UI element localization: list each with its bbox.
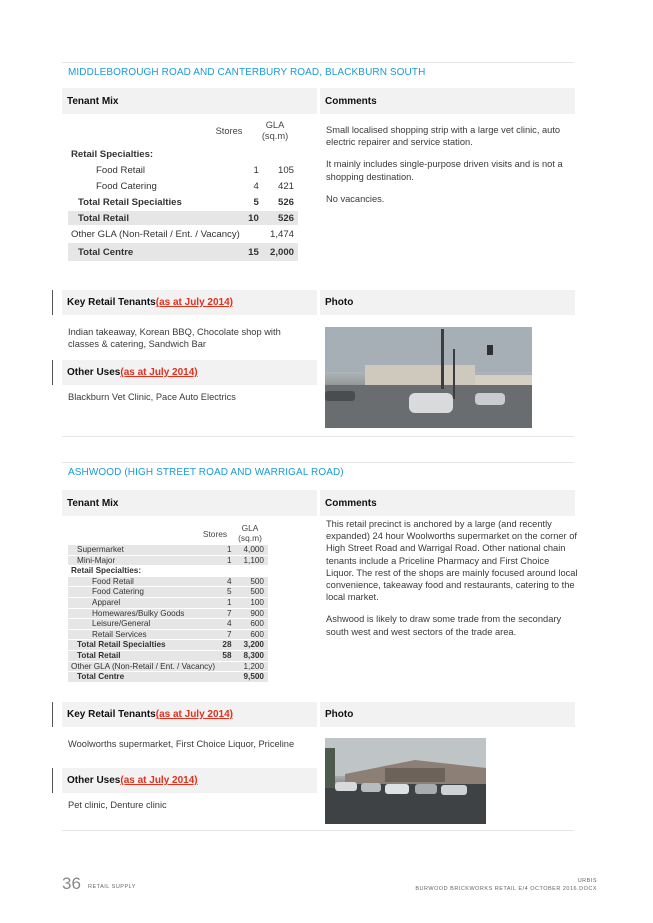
table-row	[68, 211, 298, 225]
row-label: Other GLA (Non-Retail / Ent. / Vacancy)	[68, 662, 215, 672]
comments-text	[326, 124, 576, 215]
section-divider	[62, 436, 574, 437]
row-label: Mini-Major	[68, 556, 215, 566]
header-label: Tenant Mix	[67, 95, 119, 107]
tenant-mix-header	[62, 88, 317, 114]
row-stores	[240, 147, 263, 161]
photo-illustration	[325, 738, 486, 824]
col-stores-header: Stores	[202, 529, 228, 539]
comment-paragraph: It mainly includes single-purpose driven visits and is not a shopping destination.	[326, 159, 563, 182]
row-gla: 600	[236, 630, 269, 640]
row-gla: 100	[236, 598, 269, 608]
tenant-mix-header	[62, 490, 317, 516]
header-label: Photo	[325, 297, 354, 308]
table-row	[68, 598, 268, 608]
row-gla: 1,200	[236, 662, 269, 672]
header-label: Comments	[325, 95, 377, 107]
table-row	[68, 587, 268, 597]
row-stores: 15	[240, 243, 263, 261]
key-tenants-text: Indian takeaway, Korean BBQ, Chocolate shop with classes & catering, Sandwich Bar	[68, 327, 281, 350]
footer-section-label: RETAIL SUPPLY	[88, 884, 136, 890]
row-label: Food Catering	[96, 180, 157, 192]
key-tenants-header	[62, 290, 317, 315]
row-stores: 4	[253, 180, 259, 192]
margin-bar	[52, 290, 53, 315]
row-gla: 421	[277, 180, 294, 192]
comments-header	[320, 490, 575, 516]
section-divider	[62, 62, 574, 63]
row-gla: 9,500	[236, 672, 269, 682]
comment-paragraph: Small localised shopping strip with a large vet clinic, auto electric repairer and service station.	[326, 125, 561, 148]
row-label: Food Retail	[68, 577, 215, 587]
row-label: Homewares/Bulky Goods	[68, 609, 215, 619]
table-row	[68, 609, 268, 619]
other-uses-text: Blackburn Vet Clinic, Pace Auto Electrics	[68, 392, 236, 402]
table-row	[68, 179, 298, 193]
margin-bar	[52, 702, 53, 727]
table-row	[68, 545, 268, 555]
comment-paragraph: Ashwood is likely to draw some trade from the secondary south west and west sectors of the trade area.	[326, 614, 562, 637]
row-stores: 1	[215, 545, 235, 555]
tenant-mix-table	[68, 544, 268, 683]
header-label: Other Uses	[67, 367, 121, 378]
col-gla-unit: (sq.m)	[238, 533, 262, 543]
table-row	[68, 630, 268, 640]
row-stores: 1	[215, 556, 235, 566]
date-link: (as at July 2014)	[120, 367, 198, 378]
header-label: Comments	[325, 497, 377, 509]
row-label: Retail Specialties:	[71, 148, 154, 160]
row-label: Total Retail Specialties	[78, 196, 182, 208]
other-uses-text: Pet clinic, Denture clinic	[68, 800, 167, 810]
table-row	[68, 163, 298, 177]
photo-header	[320, 290, 575, 315]
row-gla: 1,474	[269, 228, 294, 240]
photo-illustration	[325, 327, 532, 428]
col-gla-header	[232, 523, 268, 543]
row-stores	[215, 566, 235, 576]
col-gla-label: GLA	[241, 523, 259, 533]
row-stores: 1	[215, 598, 235, 608]
table-row	[68, 147, 298, 161]
street-photo	[325, 327, 532, 428]
table-row	[68, 651, 268, 661]
row-label: Total Retail	[68, 211, 240, 225]
row-gla: 526	[263, 211, 298, 225]
row-stores: 1	[253, 164, 259, 176]
header-label: Photo	[325, 709, 354, 720]
row-gla	[263, 147, 298, 161]
col-gla-header	[252, 120, 298, 142]
row-gla: 500	[236, 587, 269, 597]
comments-header	[320, 88, 575, 114]
row-stores: 5	[215, 587, 235, 597]
tenant-mix-table	[68, 145, 298, 263]
col-gla-label: GLA	[265, 120, 285, 130]
row-label: Other GLA (Non-Retail / Ent. / Vacancy)	[71, 228, 240, 240]
table-row	[68, 556, 268, 566]
row-label: Retail Services	[68, 630, 215, 640]
row-stores	[240, 227, 263, 241]
row-gla	[236, 566, 269, 576]
key-tenants-text: Woolworths supermarket, First Choice Liquor, Priceline	[68, 739, 295, 749]
row-gla: 105	[277, 164, 294, 176]
key-tenants-header	[62, 702, 317, 727]
row-label: Total Centre	[68, 672, 215, 682]
page-number: 36	[62, 874, 81, 893]
row-label: Total Retail Specialties	[68, 640, 215, 650]
row-label: Apparel	[68, 598, 215, 608]
margin-bar	[52, 768, 53, 793]
comments-text	[326, 518, 578, 648]
row-gla: 600	[236, 619, 269, 629]
table-row	[68, 195, 298, 209]
other-uses-header	[62, 768, 317, 793]
table-row	[68, 577, 268, 587]
header-label: Key Retail Tenants	[67, 709, 156, 720]
section-divider	[62, 830, 574, 831]
margin-bar	[52, 360, 53, 385]
other-uses-header	[62, 360, 317, 385]
row-stores: 5	[253, 196, 259, 208]
section-title: MIDDLEBOROUGH ROAD AND CANTERBURY ROAD, BLACKBURN SOUTH	[68, 67, 426, 78]
table-row	[68, 243, 298, 261]
table-row	[68, 227, 298, 241]
footer-doc-ref: BURWOOD BRICKWORKS RETAIL E/4 OCTOBER 2016.DOCX	[415, 886, 597, 892]
date-link: (as at July 2014)	[120, 775, 198, 786]
row-label: Total Centre	[68, 243, 240, 261]
row-stores: 10	[240, 211, 263, 225]
row-gla: 4,000	[236, 545, 269, 555]
row-gla: 2,000	[263, 243, 298, 261]
date-link: (as at July 2014)	[155, 709, 233, 720]
table-row	[68, 672, 268, 682]
row-label: Supermarket	[68, 545, 215, 555]
header-label: Tenant Mix	[67, 497, 119, 509]
street-photo	[325, 738, 486, 824]
comment-paragraph: This retail precinct is anchored by a large (and recently expanded) 24 hour Woolworths supermarket on the corner of High Street Road and Warrigal Road. Other national chain tenants include a Priceline Pharmacy and First Choice Liquor. The rest of the shops are mainly focused around local convenience, takeaway food and restaurants, catering to the local market.	[326, 519, 578, 603]
photo-header	[320, 702, 575, 727]
row-stores	[215, 662, 235, 672]
table-row	[68, 640, 268, 650]
date-link: (as at July 2014)	[155, 297, 233, 308]
col-gla-unit: (sq.m)	[261, 131, 289, 141]
col-stores-header: Stores	[215, 126, 243, 136]
table-row	[68, 619, 268, 629]
row-gla: 526	[277, 196, 294, 208]
section-title: ASHWOOD (HIGH STREET ROAD AND WARRIGAL ROAD)	[68, 467, 344, 478]
row-gla: 900	[236, 609, 269, 619]
row-stores: 7	[215, 609, 235, 619]
row-label: Total Retail	[68, 651, 215, 661]
footer-company: URBIS	[577, 878, 597, 884]
row-stores	[215, 672, 235, 682]
row-gla: 3,200	[236, 640, 269, 650]
row-stores: 4	[215, 577, 235, 587]
header-label: Key Retail Tenants	[67, 297, 156, 308]
row-label: Leisure/General	[68, 619, 215, 629]
comment-paragraph: No vacancies.	[326, 193, 385, 204]
row-label: Food Retail	[96, 164, 146, 176]
row-stores: 58	[215, 651, 235, 661]
row-stores: 4	[215, 619, 235, 629]
row-gla: 500	[236, 577, 269, 587]
row-gla: 1,100	[236, 556, 269, 566]
row-label: Food Catering	[68, 587, 215, 597]
section-divider	[62, 462, 574, 463]
header-label: Other Uses	[67, 775, 121, 786]
table-row	[68, 662, 268, 672]
row-stores: 7	[215, 630, 235, 640]
row-gla: 8,300	[236, 651, 269, 661]
row-stores: 28	[215, 640, 235, 650]
row-label: Retail Specialties:	[71, 566, 142, 576]
table-row	[68, 566, 268, 576]
